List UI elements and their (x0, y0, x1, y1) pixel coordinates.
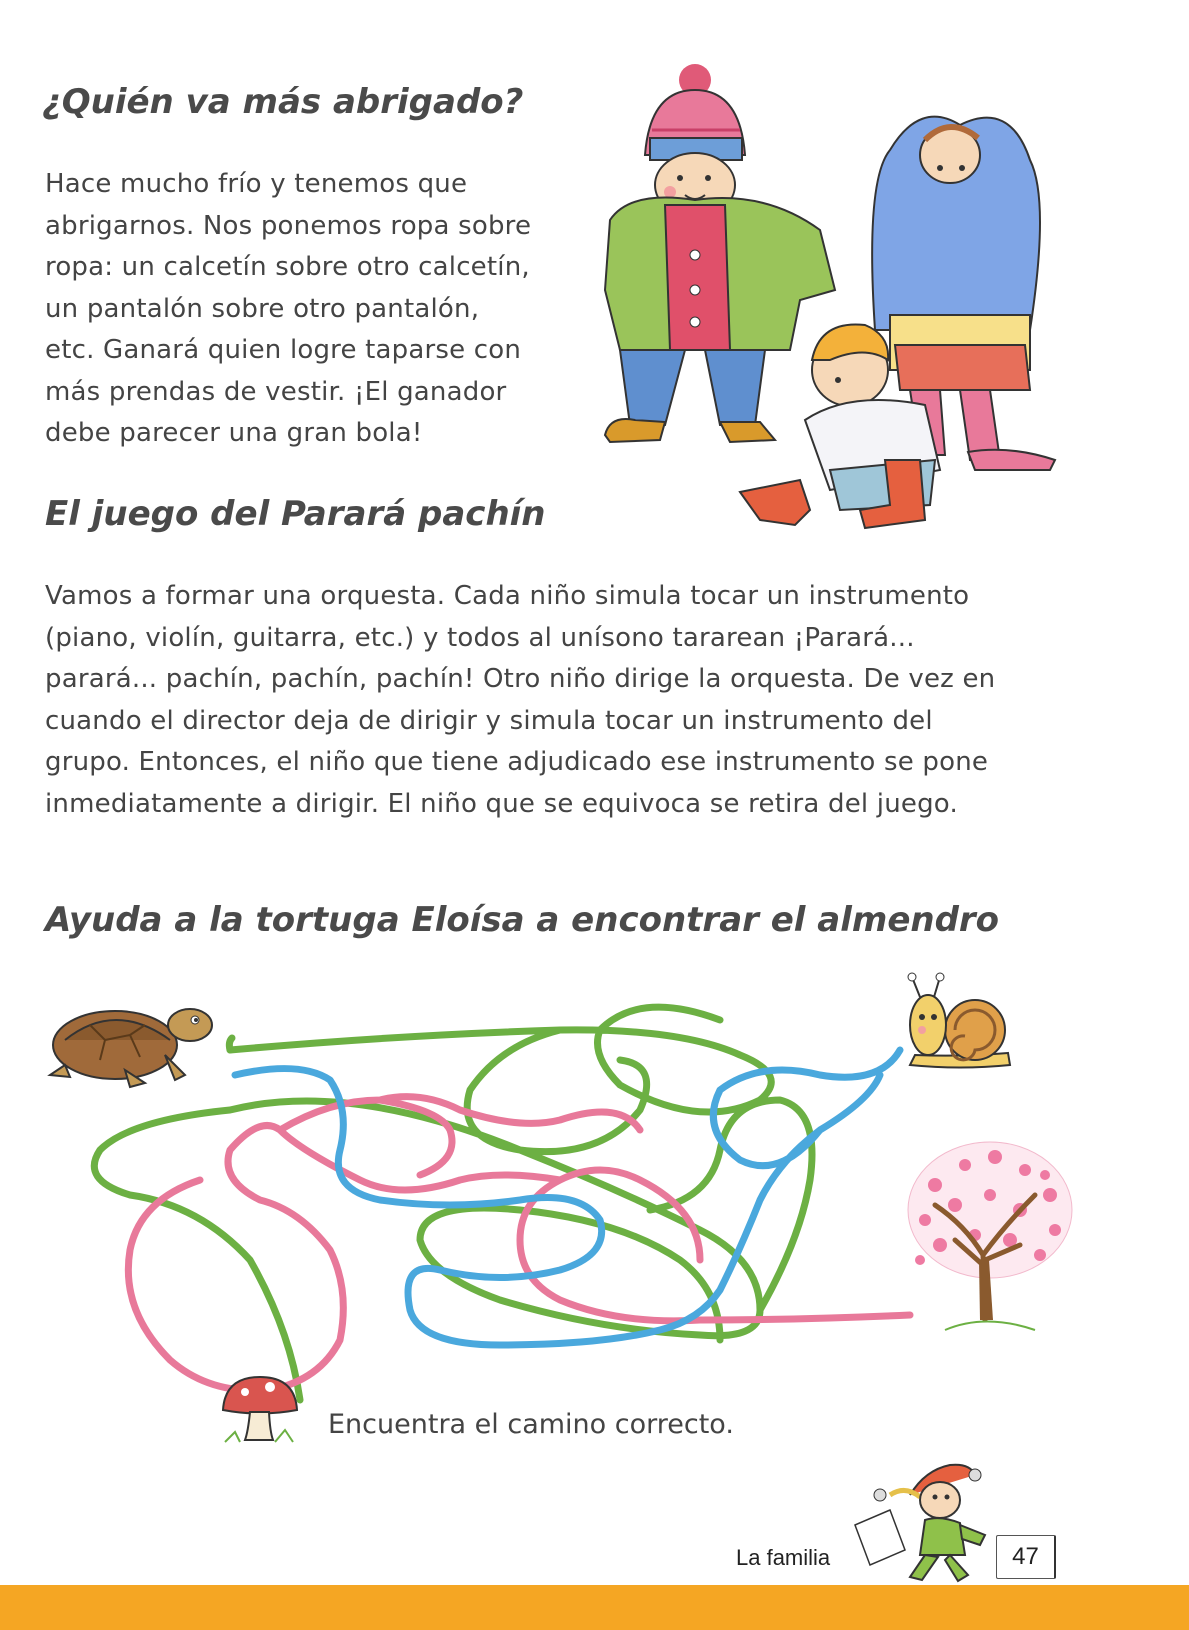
snail-icon (900, 975, 1020, 1075)
mushroom-icon (215, 1372, 305, 1447)
paragraph-line: Vamos a formar una orquesta. Cada niño simula tocar un instrumento (45, 581, 970, 611)
paragraph-line: abrigarnos. Nos ponemos ropa sobre (45, 210, 532, 241)
paragraph-line: inmediatamente a dirigir. El niño que se equivoca se retira del juego. (45, 788, 958, 819)
turtle-icon (45, 995, 220, 1090)
paragraph-line: etc. Ganará quien logre taparse con (45, 335, 522, 365)
paragraph-line: parará... pachín, pachín, pachín! Otro niño dirige la orquesta. De vez en (45, 664, 996, 694)
elf-mascot-icon (850, 1455, 1000, 1585)
paragraph-line: ropa: un calcetín sobre otro calcetín, (45, 252, 530, 282)
paragraph-line: (piano, violín, guitarra, etc.) y todos al unísono tararean ¡Parará... (45, 622, 915, 653)
page-number: 47 (996, 1535, 1056, 1579)
paragraph-line: grupo. Entonces, el niño que tiene adjudicado ese instrumento se pone (45, 747, 989, 777)
bottom-orange-band (0, 1585, 1189, 1630)
almond-tree-icon (895, 1135, 1075, 1335)
paragraph-line: debe parecer una gran bola! (45, 418, 423, 448)
paragraph-line: cuando el director deja de dirigir y simula tocar un instrumento del (45, 705, 933, 736)
section-title-quien-va-mas-abrigado: ¿Quién va más abrigado? (42, 82, 524, 122)
maze-caption: Encuentra el camino correcto. (328, 1409, 734, 1440)
section-title-ayuda-tortuga: Ayuda a la tortuga Eloísa a encontrar el almendro (45, 900, 1000, 940)
section-title-juego-parara-pachin: El juego del Parará pachín (45, 494, 546, 534)
footer-section-label: La familia (736, 1545, 831, 1570)
paragraph-line: Hace mucho frío y tenemos que (45, 169, 468, 199)
paragraph-line: un pantalón sobre otro pantalón, (45, 293, 480, 324)
paragraph-line: más prendas de vestir. ¡El ganador (45, 376, 507, 407)
